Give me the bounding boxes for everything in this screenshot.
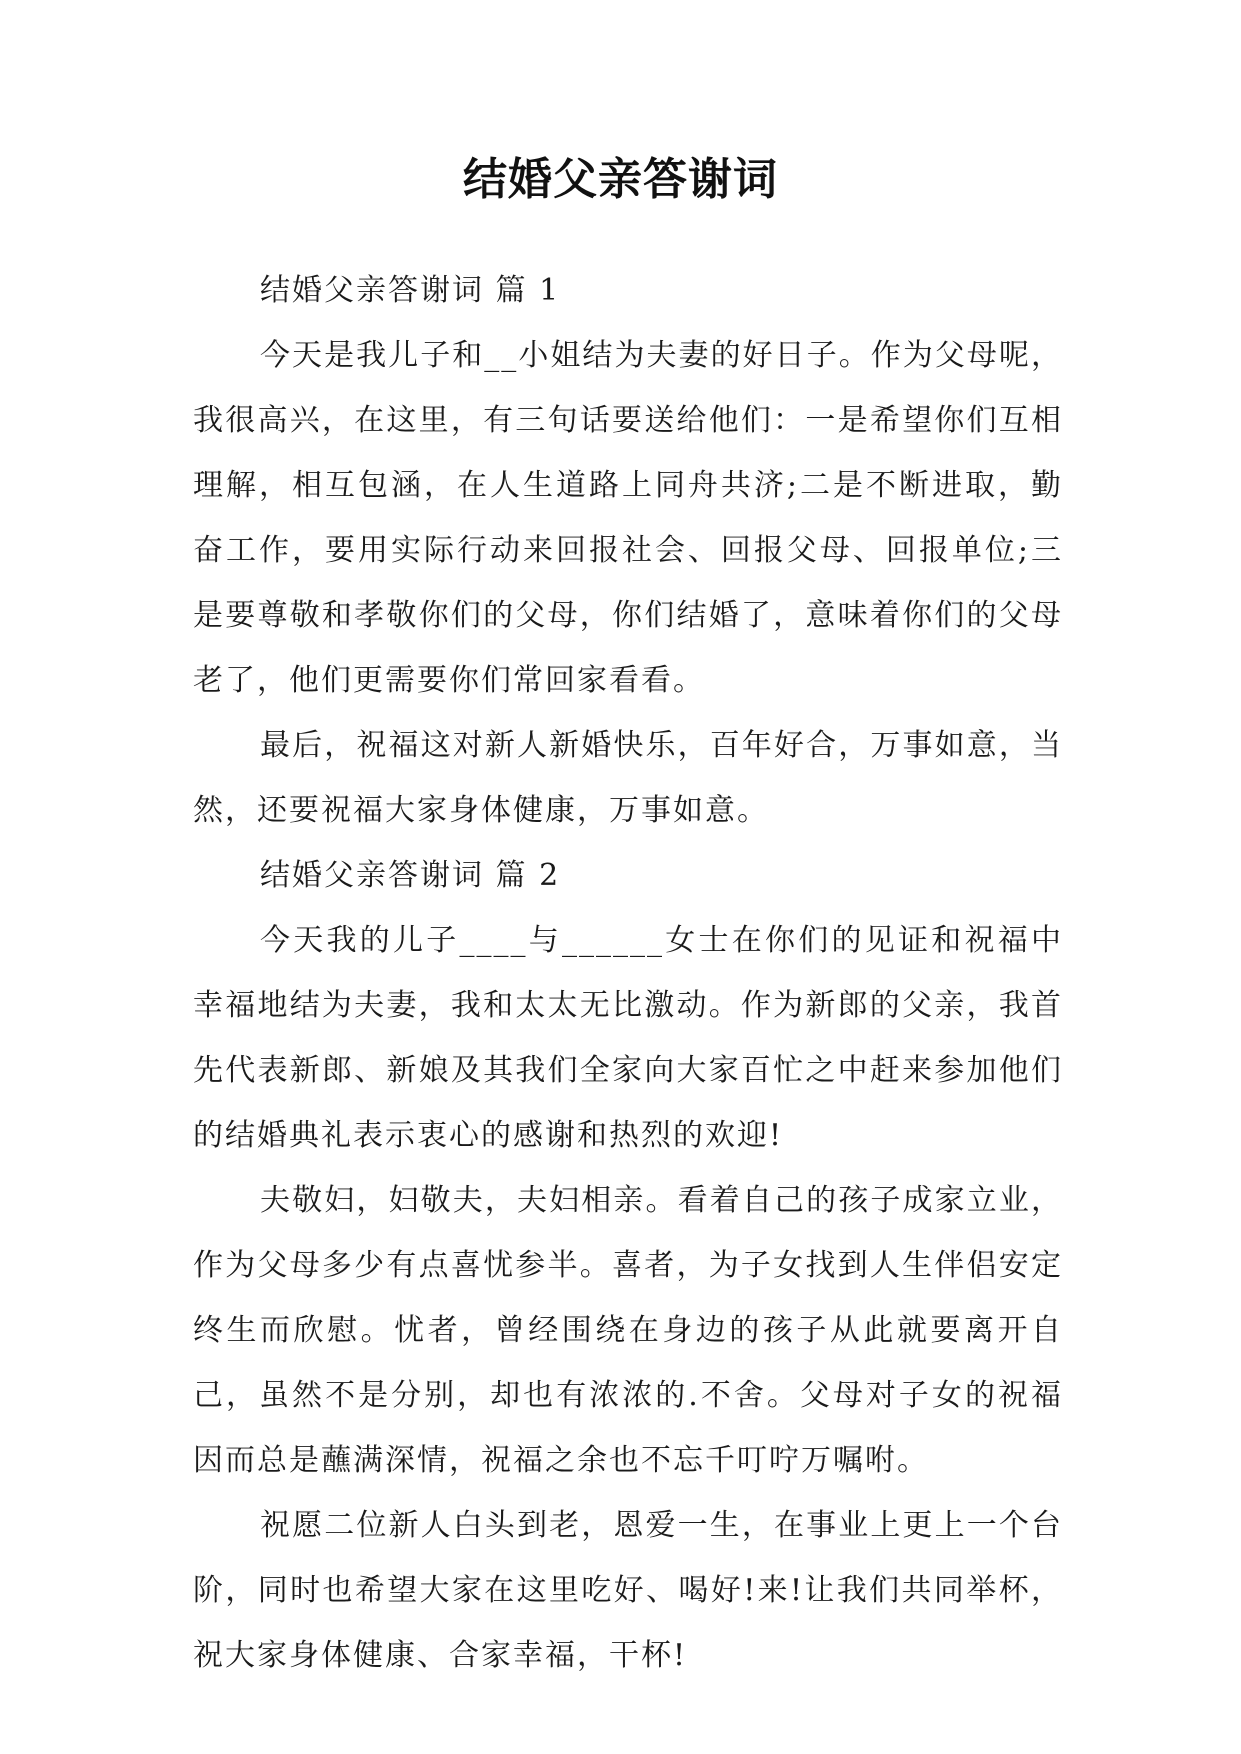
section-1-heading: 结婚父亲答谢词 篇 1 [260, 273, 561, 308]
document-title: 结婚父亲答谢词 [463, 154, 778, 205]
section-2-heading: 结婚父亲答谢词 篇 2 [260, 858, 561, 893]
section-2-paragraph-3: 祝愿二位新人白头到老，恩爱一生，在事业上更上一个台阶，同时也希望大家在这里吃好、喝好!来!让我们共同举杯，祝大家身体健康、合家幸福，干杯! [193, 1508, 1063, 1673]
section-1-paragraph-1: 今天是我儿子和__小姐结为夫妻的好日子。作为父母呢，我很高兴，在这里，有三句话要送给他们：一是希望你们互相理解，相互包涵，在人生道路上同舟共济;二是不断进取，勤奋工作，要用实际行动来回报社会、回报父母、回报单位;三是要尊敬和孝敬你们的父母，你们结婚了，意味着你们的父母老了，他们更需要你们常回家看看。 [193, 338, 1063, 698]
section-1-paragraph-2: 最后，祝福这对新人新婚快乐，百年好合，万事如意，当然，还要祝福大家身体健康，万事如意。 [193, 728, 1063, 828]
section-2-paragraph-2: 夫敬妇，妇敬夫，夫妇相亲。看着自己的孩子成家立业，作为父母多少有点喜忧参半。喜者，为子女找到人生伴侣安定终生而欣慰。忧者，曾经围绕在身边的孩子从此就要离开自己，虽然不是分别，却也有浓浓的.不舍。父母对子女的祝福因而总是蘸满深情，祝福之余也不忘千叮咛万嘱咐。 [193, 1183, 1063, 1478]
section-2-paragraph-1: 今天我的儿子____与______女士在你们的见证和祝福中幸福地结为夫妻，我和太太无比激动。作为新郎的父亲，我首先代表新郎、新娘及其我们全家向大家百忙之中赶来参加他们的结婚典礼表示衷心的感谢和热烈的欢迎! [193, 923, 1063, 1153]
document-body [193, 258, 1063, 1688]
